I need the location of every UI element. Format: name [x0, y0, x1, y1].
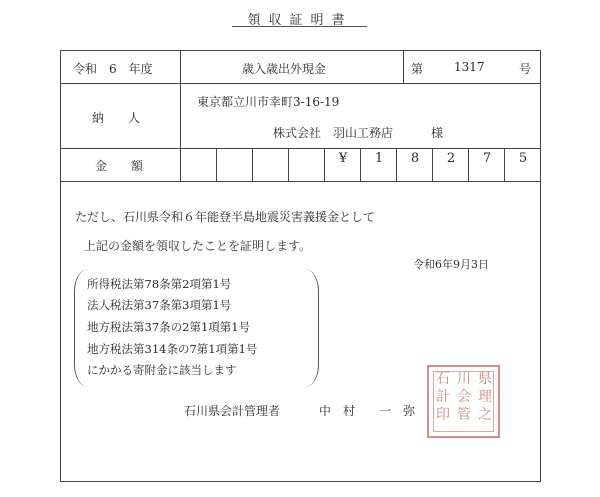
title-underline [232, 26, 367, 27]
certification-text: 上記の金額を領収したことを証明します。 [84, 239, 312, 253]
yen-symbol: ¥ [338, 151, 348, 166]
number-suffix: 号 [519, 62, 532, 76]
payer-label: 納 人 [92, 111, 141, 125]
account-category: 歳入歳出外現金 [242, 62, 327, 76]
tax-law-line: 地方税法第37条の2第1項第1号 [87, 320, 251, 334]
tax-law-line: 所得税法第78条第2項第1号 [87, 277, 232, 291]
issue-date: 令和6年9月3日 [413, 258, 489, 271]
seal-char: 県 [478, 371, 492, 387]
number-prefix: 第 [411, 62, 424, 76]
tax-law-line: 法人税法第37条第3項第1号 [87, 298, 232, 312]
digit-divider [288, 148, 289, 181]
issuer-name: 中 村 一 弥 [319, 404, 416, 418]
seal-char: 川 [457, 371, 471, 387]
amount-digit: 2 [446, 151, 456, 166]
tax-law-line: 地方税法第314条の7第1項第1号 [87, 342, 258, 356]
column-divider [403, 51, 404, 83]
seal-char: 計 [436, 389, 450, 405]
row-divider [61, 181, 540, 182]
amount-digit: 5 [518, 151, 528, 166]
fiscal-year: 令和 6 年度 [73, 62, 153, 76]
payer-name: 株式会社 羽山工務店 [273, 126, 394, 140]
seal-char: 理 [478, 389, 492, 405]
purpose-text: ただし、石川県令和６年能登半島地震災害義援金として [75, 210, 376, 224]
receipt-number: 1317 [454, 60, 485, 74]
seal-char: 会 [457, 389, 471, 405]
seal-char: 管 [457, 407, 471, 423]
column-divider [180, 51, 181, 181]
official-seal [427, 365, 500, 438]
amount-digit: 7 [482, 151, 492, 166]
payer-honorific: 様 [431, 126, 444, 140]
tax-law-line: にかかる寄附金に該当します [87, 363, 237, 377]
seal-char: 印 [436, 407, 450, 423]
row-divider [61, 83, 540, 84]
document-title: 領収証明書 [247, 13, 353, 28]
digit-divider [252, 148, 253, 181]
receipt-sheet [60, 50, 541, 482]
amount-digit: 8 [410, 151, 420, 166]
seal-char: 之 [478, 407, 492, 423]
seal-char: 石 [436, 371, 450, 387]
amount-digit: 1 [374, 151, 384, 166]
amount-label: 金 額 [95, 159, 144, 173]
issuer-title: 石川県会計管理者 [184, 404, 281, 418]
digit-divider [216, 148, 217, 181]
payer-address: 東京都立川市幸町3-16-19 [197, 95, 340, 109]
